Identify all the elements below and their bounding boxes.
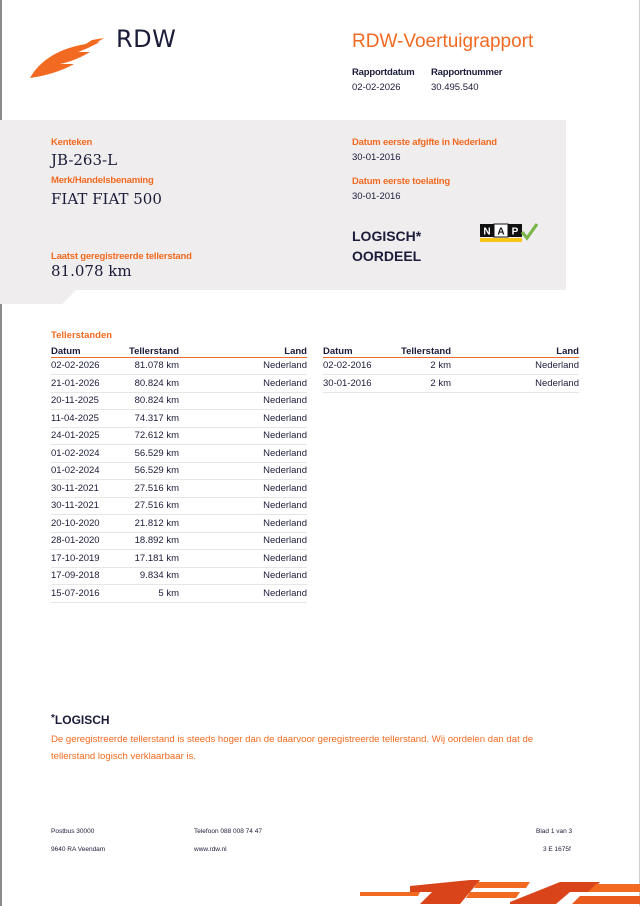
col-country: Land [179,344,307,357]
cell-date: 30-11-2021 [51,480,129,498]
cell-country: Nederland [179,462,307,480]
note-title-text: LOGISCH [54,713,110,727]
table-row [51,357,307,375]
table-row [51,480,307,498]
cell-date: 15-07-2016 [51,585,129,603]
cell-odometer: 17.181 km [129,550,179,568]
cell-country: Nederland [179,585,307,603]
first-admission-value: 30-01-2016 [352,191,401,202]
footer-website[interactable]: www.rdw.nl [194,846,227,853]
col-date: Datum [323,344,401,357]
verdict-line-1: LOGISCH* [352,228,422,244]
footer-code: 3 E 1675f [543,846,571,853]
cell-country: Nederland [179,532,307,550]
make-label: Merk/Handelsbenaming [51,175,154,186]
odometer-section-title: Tellerstanden [51,330,113,341]
cell-date: 30-11-2021 [51,497,129,515]
verdict [352,226,421,266]
footer-city: 9640 RA Veendam [51,846,106,853]
odometer-table-left [51,344,307,603]
cell-odometer: 27.516 km [129,480,179,498]
cell-odometer: 27.516 km [129,497,179,515]
cell-odometer: 72.612 km [129,427,179,445]
cell-odometer: 21.812 km [129,515,179,533]
report-number-label: Rapportnummer [431,67,503,78]
cell-country: Nederland [179,445,307,463]
table-row [51,427,307,445]
table-row [323,375,579,393]
footer-page: Blad 1 van 3 [536,828,573,835]
first-nl-value: 30-01-2016 [352,152,401,163]
cell-date: 11-04-2025 [51,410,129,428]
footer-stripes-icon [360,878,640,906]
table-row [51,567,307,585]
report-number: 30.495.540 [431,82,479,93]
table-row [51,585,307,603]
cell-date: 20-10-2020 [51,515,129,533]
col-country: Land [451,344,579,357]
table-row [51,515,307,533]
cell-odometer: 5 km [129,585,179,603]
last-odometer-value: 81.078 km [51,262,132,280]
cell-country: Nederland [179,410,307,428]
nap-letter-a: A [497,226,505,238]
cell-date: 17-09-2018 [51,567,129,585]
report-date-label: Rapportdatum [352,67,415,78]
note-text: De geregistreerde tellerstand is steeds hoger dan de daarvoor geregistreerde tellerstand. Wij oordelen dan dat de tellerstand logisch verklaarbaar is. [51,734,534,762]
cell-date: 30-01-2016 [323,375,401,393]
first-nl-label: Datum eerste afgifte in Nederland [352,137,497,148]
col-date: Datum [51,344,129,357]
note-title [51,713,110,727]
cell-date: 02-02-2016 [323,357,401,375]
panel-tab [0,290,76,304]
table-row [51,375,307,393]
table-row [51,445,307,463]
cell-country: Nederland [179,567,307,585]
odometer-table-right [323,344,579,393]
cell-odometer: 2 km [401,375,451,393]
cell-country: Nederland [451,357,579,375]
nap-logo-icon [480,222,538,244]
cell-date: 17-10-2019 [51,550,129,568]
cell-date: 01-02-2024 [51,462,129,480]
cell-odometer: 56.529 km [129,445,179,463]
check-icon [522,224,537,238]
report-title: RDW-Voertuigrapport [352,31,534,52]
cell-odometer: 56.529 km [129,462,179,480]
brand-name: RDW [116,25,177,53]
first-admission-label: Datum eerste toelating [352,176,451,187]
cell-date: 20-11-2025 [51,392,129,410]
cell-date: 21-01-2026 [51,375,129,393]
table-row [51,410,307,428]
table-row [51,392,307,410]
col-odometer: Tellerstand [129,345,179,357]
verdict-line-2: OORDEEL [352,248,422,264]
plate-label: Kenteken [51,137,93,148]
cell-date: 28-01-2020 [51,532,129,550]
plate-value: JB-263-L [51,151,118,169]
cell-odometer: 2 km [401,357,451,375]
note-asterisk: * [51,713,55,724]
cell-country: Nederland [179,515,307,533]
cell-country: Nederland [179,497,307,515]
rdw-logo-icon [30,38,105,80]
cell-country: Nederland [451,375,579,393]
cell-country: Nederland [179,427,307,445]
cell-date: 24-01-2025 [51,427,129,445]
footer-phone: Telefoon 088 008 74 47 [194,828,262,835]
nap-letter-p: P [511,226,519,238]
cell-date: 02-02-2026 [51,357,129,375]
cell-odometer: 74.317 km [129,410,179,428]
nap-letter-n: N [483,226,491,238]
cell-country: Nederland [179,550,307,568]
make-value: FIAT FIAT 500 [51,190,162,208]
table-row [51,550,307,568]
cell-odometer: 80.824 km [129,375,179,393]
cell-country: Nederland [179,392,307,410]
cell-odometer: 9.834 km [129,567,179,585]
footer-po-box: Postbus 30000 [51,828,95,835]
table-row [51,497,307,515]
cell-odometer: 18.892 km [129,532,179,550]
cell-country: Nederland [179,357,307,375]
table-row [51,532,307,550]
table-row [323,357,579,375]
cell-country: Nederland [179,375,307,393]
cell-country: Nederland [179,480,307,498]
cell-odometer: 80.824 km [129,392,179,410]
cell-odometer: 81.078 km [129,357,179,375]
cell-date: 01-02-2024 [51,445,129,463]
table-row [51,462,307,480]
report-date: 02-02-2026 [352,82,401,93]
last-odometer-label: Laatst geregistreerde tellerstand [51,251,192,262]
col-odometer: Tellerstand [401,345,451,357]
